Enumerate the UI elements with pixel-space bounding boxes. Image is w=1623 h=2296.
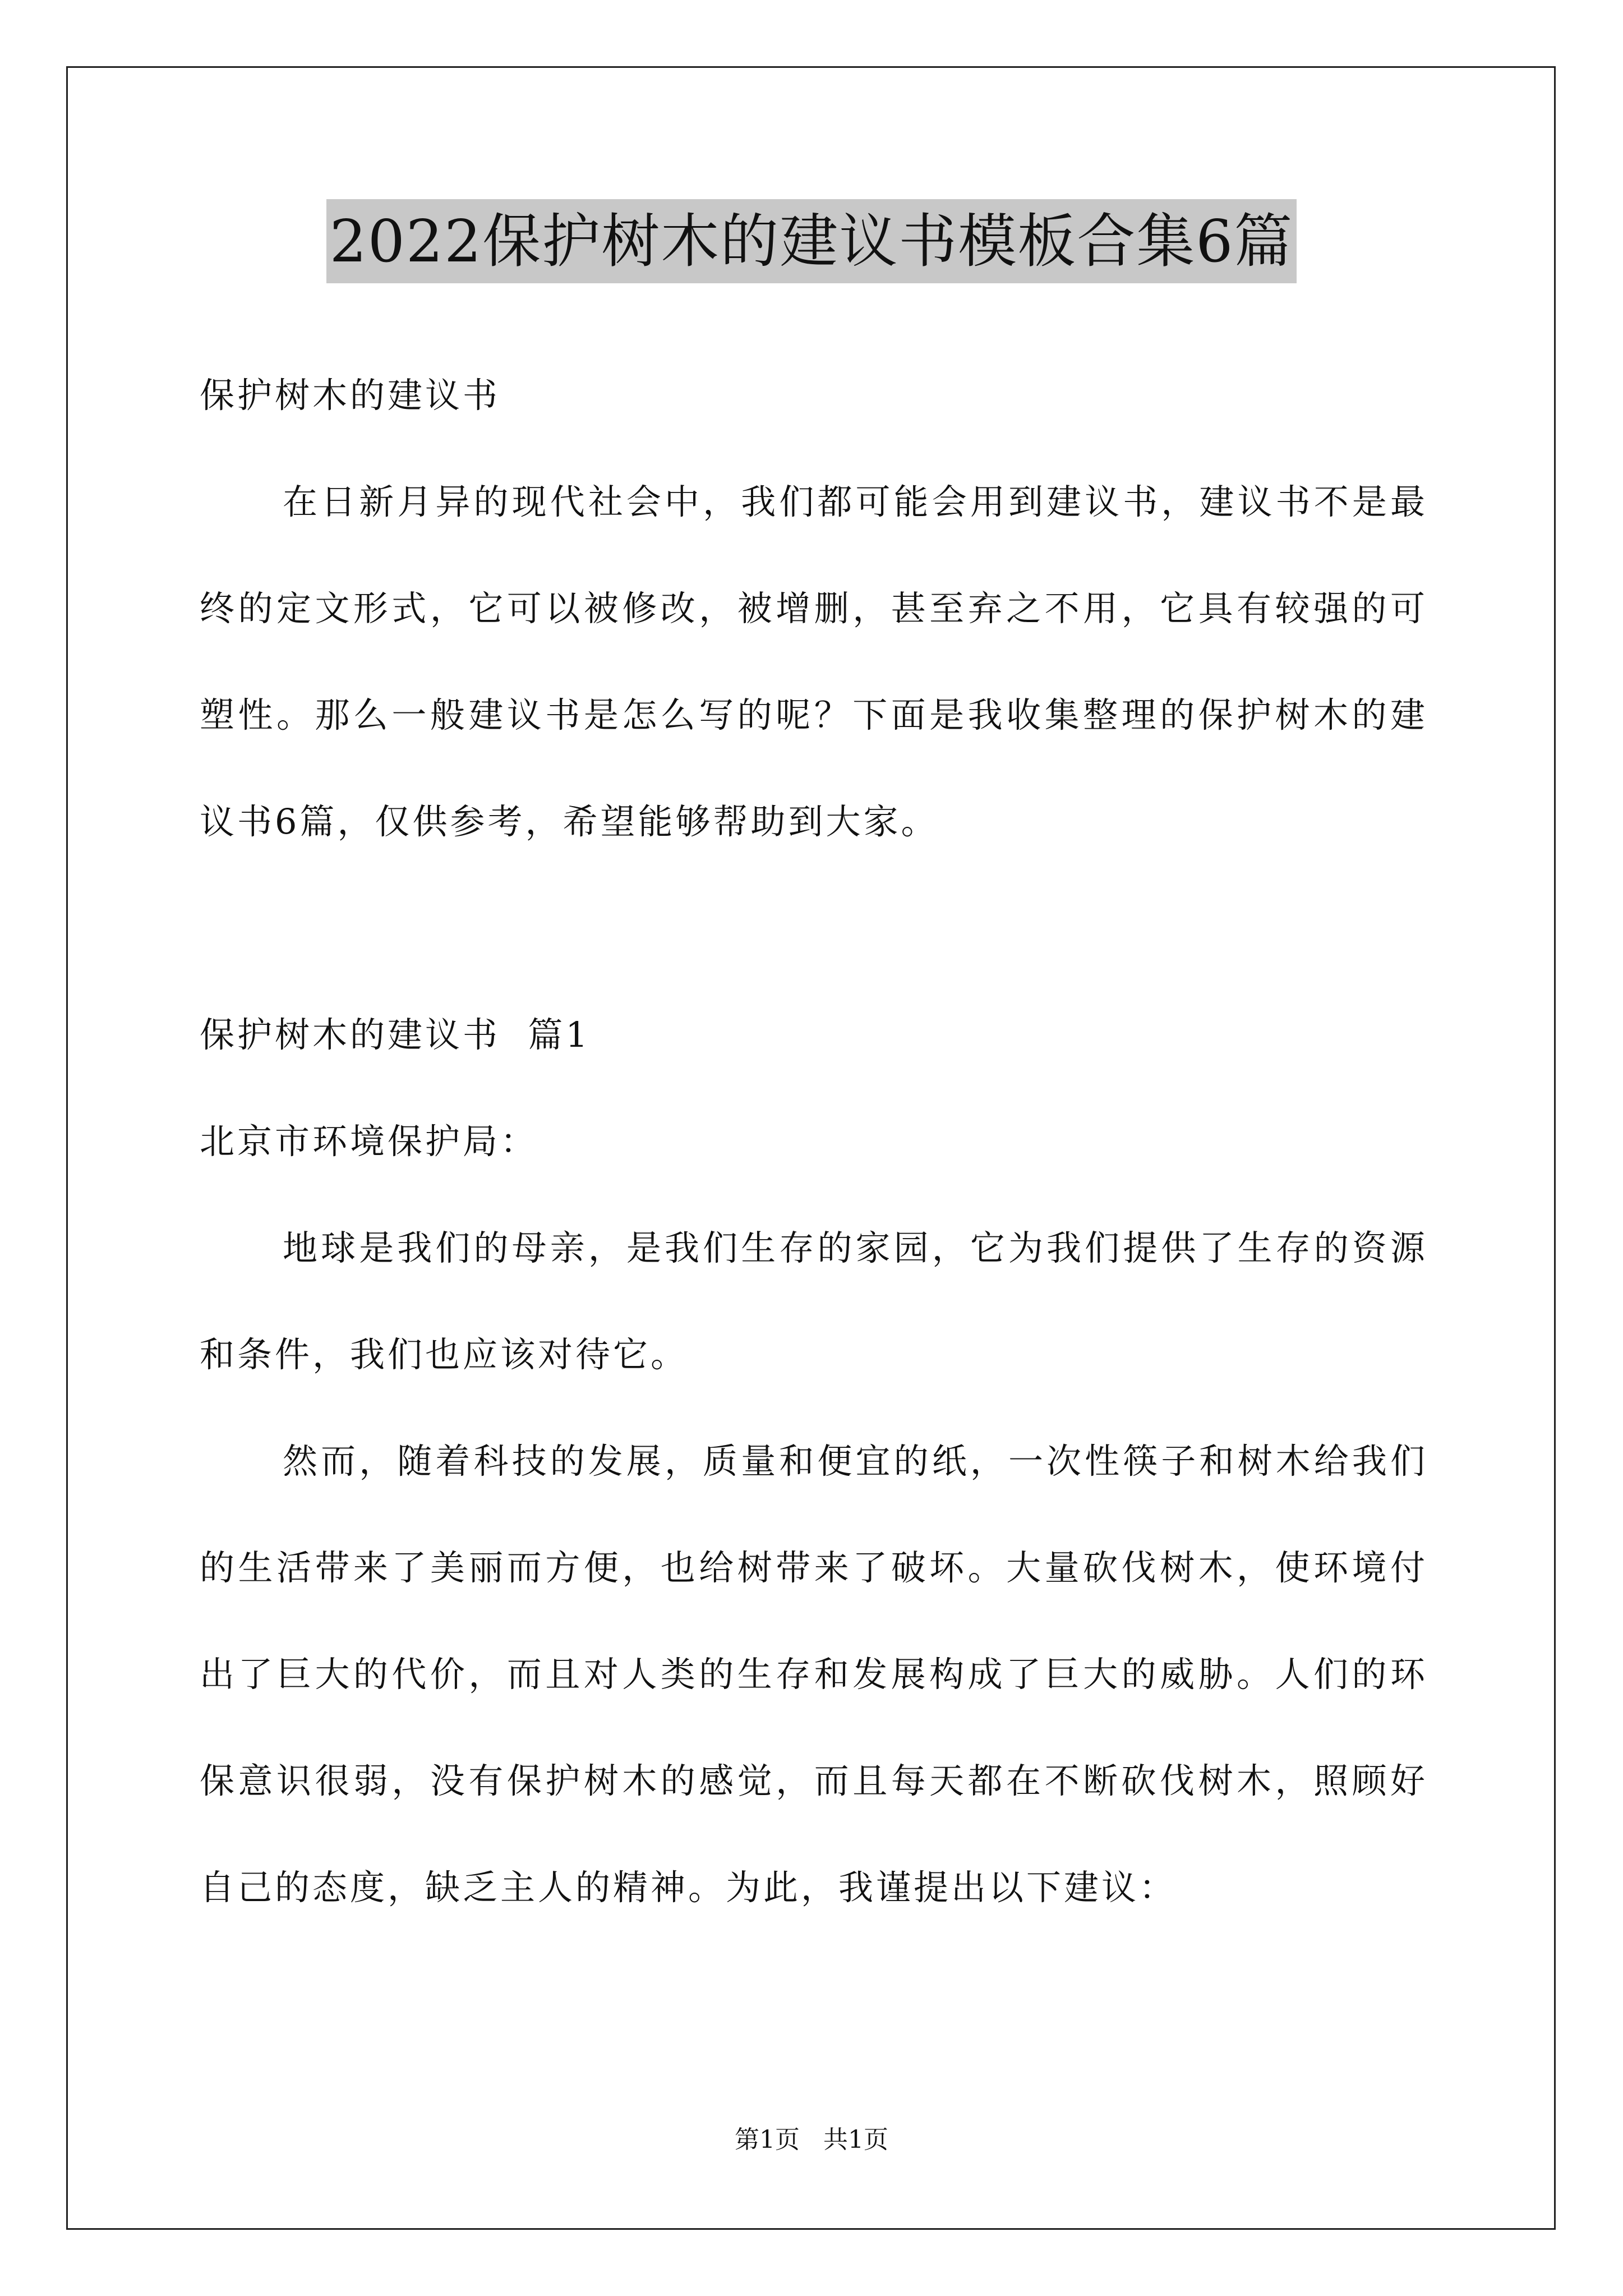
document-subtitle: 保护树木的建议书 [200,375,501,416]
document-title: 2022保护树木的建议书模板合集6篇 [326,199,1297,283]
page-footer: 第1页 共1页 [735,2125,888,2154]
intro-paragraph: 在日新月异的现代社会中，我们都可能会用到建议书，建议书不是最终的定文形式，它可以被修改，被增删，甚至弃之不用，它具有较强的可塑性。那么一般建议书是怎么写的呢？下面是我收集整理的保护树木的建议书6篇，仅供参考，希望能够帮助到大家。 [200,481,1428,842]
title-container [0,199,1623,283]
section-heading: 保护树木的建议书 篇1 [200,1014,591,1055]
document-body [200,342,1428,1941]
body-paragraph-2: 然而，随着科技的发展，质量和便宜的纸，一次性筷子和树木给我们的生活带来了美丽而方便，也给树带来了破坏。大量砍伐树木，使环境付出了巨大的代价，而且对人类的生存和发展构成了巨大的威胁。人们的环保意识很弱，没有保护树木的感觉，而且每天都在不断砍伐树木，照顾好自己的态度，缺乏主人的精神。为此，我谨提出以下建议： [200,1441,1428,1908]
recipient-line: 北京市环境保护局： [200,1121,538,1162]
spacer [200,875,1428,982]
body-paragraph-1: 地球是我们的母亲，是我们生存的家园，它为我们提供了生存的资源和条件，我们也应该对待它。 [200,1227,1428,1375]
